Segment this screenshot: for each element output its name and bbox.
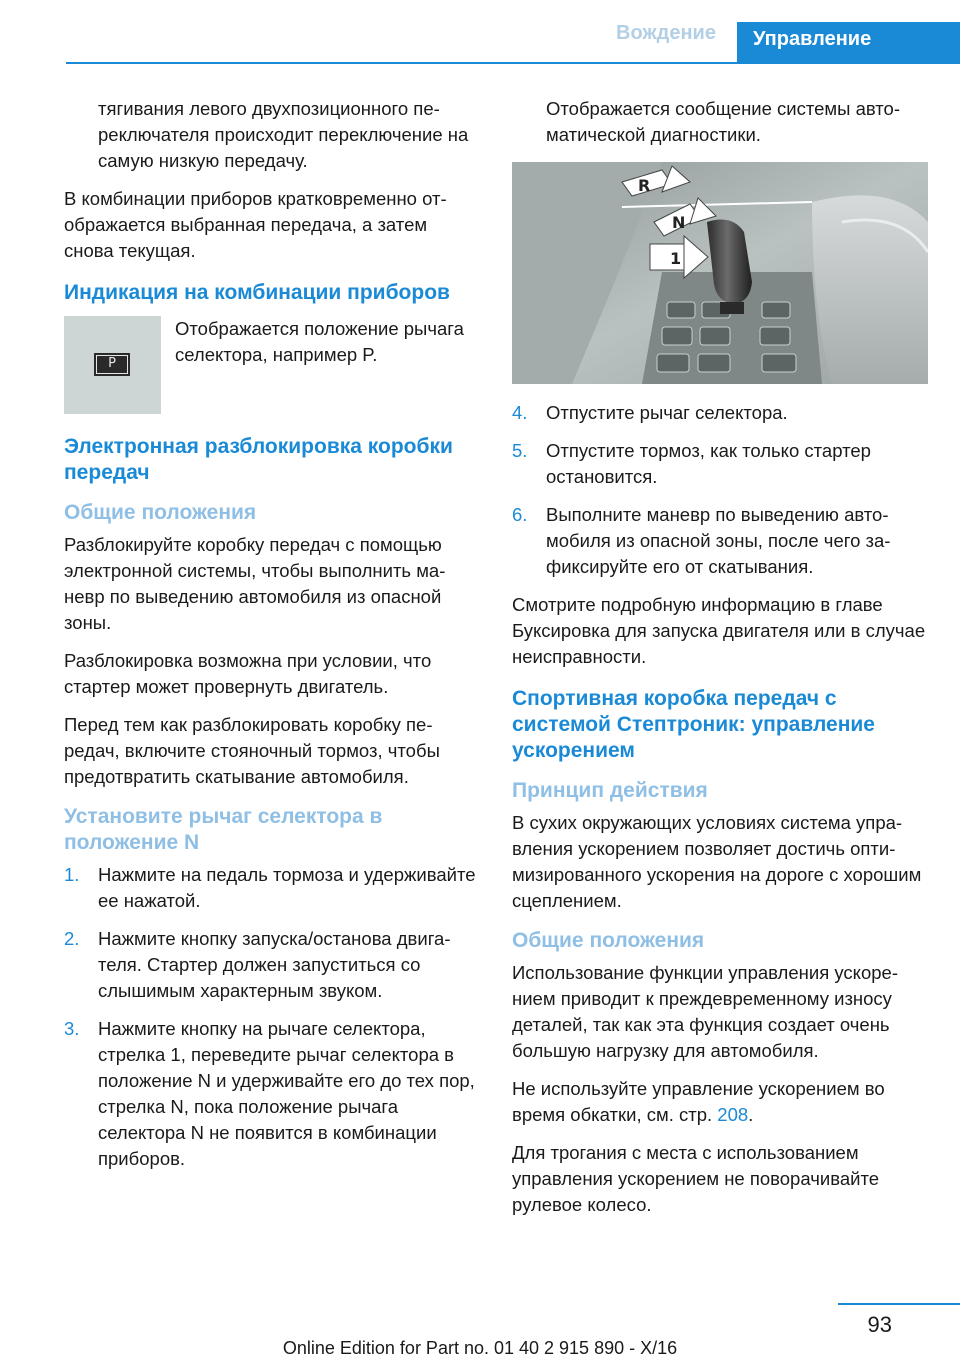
heading-set-selector-n: Установите рычаг селектора в положение N [64, 805, 383, 854]
page-reference-link[interactable]: 208 [717, 1104, 749, 1125]
diagnostic-message-text: Отображается сообщение системы автоматической диагностики. [546, 98, 901, 145]
step-number: 4. [512, 402, 528, 423]
edition-footer: Online Edition for Part no. 01 40 2 915 890 - X/16 [282, 1338, 678, 1358]
general2-text-pre: Не используйте управление ускорением во время обкатки, см. стр. [512, 1078, 885, 1125]
indication-row [64, 316, 476, 414]
steps-list-left [64, 862, 476, 1172]
indication-text: Отображается положение рычага селектора, например P. [175, 318, 464, 365]
heading-principle: Принцип действия [512, 779, 708, 802]
step-text: Отпустите рычаг селектора. [546, 402, 788, 423]
general2-paragraph-1: Использование функции управления ускорением приводит к преждевременному износу деталей, так как эта функция создает очень большую нагрузку для автомобиля. [512, 962, 898, 1061]
p-indicator-image [64, 316, 161, 414]
step-number: 2. [64, 928, 80, 949]
selector-lever-photo [512, 162, 928, 384]
step-number: 5. [512, 440, 528, 461]
header-tab-controls[interactable]: Управление [737, 22, 960, 64]
step-number: 6. [512, 504, 528, 525]
general-paragraph-1: Разблокируйте коробку передач с помощью электронной системы, чтобы выполнить маневр по выведению автомобиля из опасной зоны. [64, 534, 446, 633]
general-paragraph-2: Разблокировка возможна при условии, что стартер может провернуть двигатель. [64, 650, 432, 697]
page-header [0, 0, 960, 64]
general2-paragraph-3: Для трогания с места с использованием управления ускорением не поворачивайте рулевое колесо. [512, 1142, 880, 1215]
step-item [512, 438, 928, 490]
heading-sport-transmission: Спортивная коробка передач с системой Стептроник: управление ускорением [512, 687, 875, 762]
general-paragraph-3: Перед тем как разблокировать коробку передач, включите стояночный тормоз, чтобы предотвратить скатывание автомобиля. [64, 714, 440, 787]
p-indicator-icon [94, 353, 130, 376]
step-item [512, 400, 928, 426]
step-item [512, 502, 928, 580]
step-item [64, 1016, 476, 1172]
arrow-label-n: N [672, 213, 686, 232]
heading-general: Общие положения [64, 501, 257, 524]
intro-indented-text: тягивания левого двухпозиционного переключателя происходит переключение на самую низкую передачу. [98, 98, 469, 171]
general2-paragraph-2 [512, 1076, 928, 1128]
heading-indication: Индикация на комбинации приборов [64, 281, 450, 304]
step-number: 1. [64, 864, 80, 885]
see-chapter-paragraph: Смотрите подробную информацию в главе Буксировка для запуска двигателя или в случае неисправности. [512, 594, 926, 667]
p-indicator-letter: P [96, 355, 128, 374]
principle-paragraph: В сухих окружающих условиях система управления ускорением позволяет достичь оптимизированного ускорения на дороге с хорошим сцеплением. [512, 812, 922, 911]
step-number: 3. [64, 1018, 80, 1039]
arrow-label-1: 1 [670, 249, 682, 268]
general2-text-post: . [748, 1104, 754, 1125]
step-text: Нажмите кнопку запуска/останова двигателя. Стартер должен запуститься со слышимым характерным звуком. [98, 928, 451, 1001]
intro-paragraph: В комбинации приборов кратковременно отображается выбранная передача, а затем снова текущая. [64, 188, 447, 261]
header-rule [66, 62, 960, 64]
heading-general-2: Общие положения [512, 929, 705, 952]
footer-rule [838, 1303, 960, 1305]
step-item [64, 926, 476, 1004]
step-text: Выполните маневр по выведению автомобиля из опасной зоны, после чего зафиксируйте его от скатывания. [546, 504, 891, 577]
step-text: Нажмите кнопку на рычаге селектора, стрелка 1, переведите рычаг селектора в положение N и удерживайте его до тех пор, стрелка N, пока положение рычага селектора N не появится в комбинации приборов. [98, 1018, 475, 1169]
step-text: Отпустите тормоз, как только стартер остановится. [546, 440, 871, 487]
steps-list-right [512, 400, 928, 580]
left-column [64, 96, 476, 1184]
heading-electronic-unlock: Электронная разблокировка коробки передач [64, 435, 453, 484]
right-column [512, 96, 928, 1230]
header-tab-driving[interactable]: Вождение [616, 22, 716, 44]
step-text: Нажмите на педаль тормоза и удерживайте ее нажатой. [98, 864, 476, 911]
step-item [64, 862, 476, 914]
arrow-label-r: R [638, 176, 651, 195]
page-number: 93 [867, 1312, 892, 1337]
